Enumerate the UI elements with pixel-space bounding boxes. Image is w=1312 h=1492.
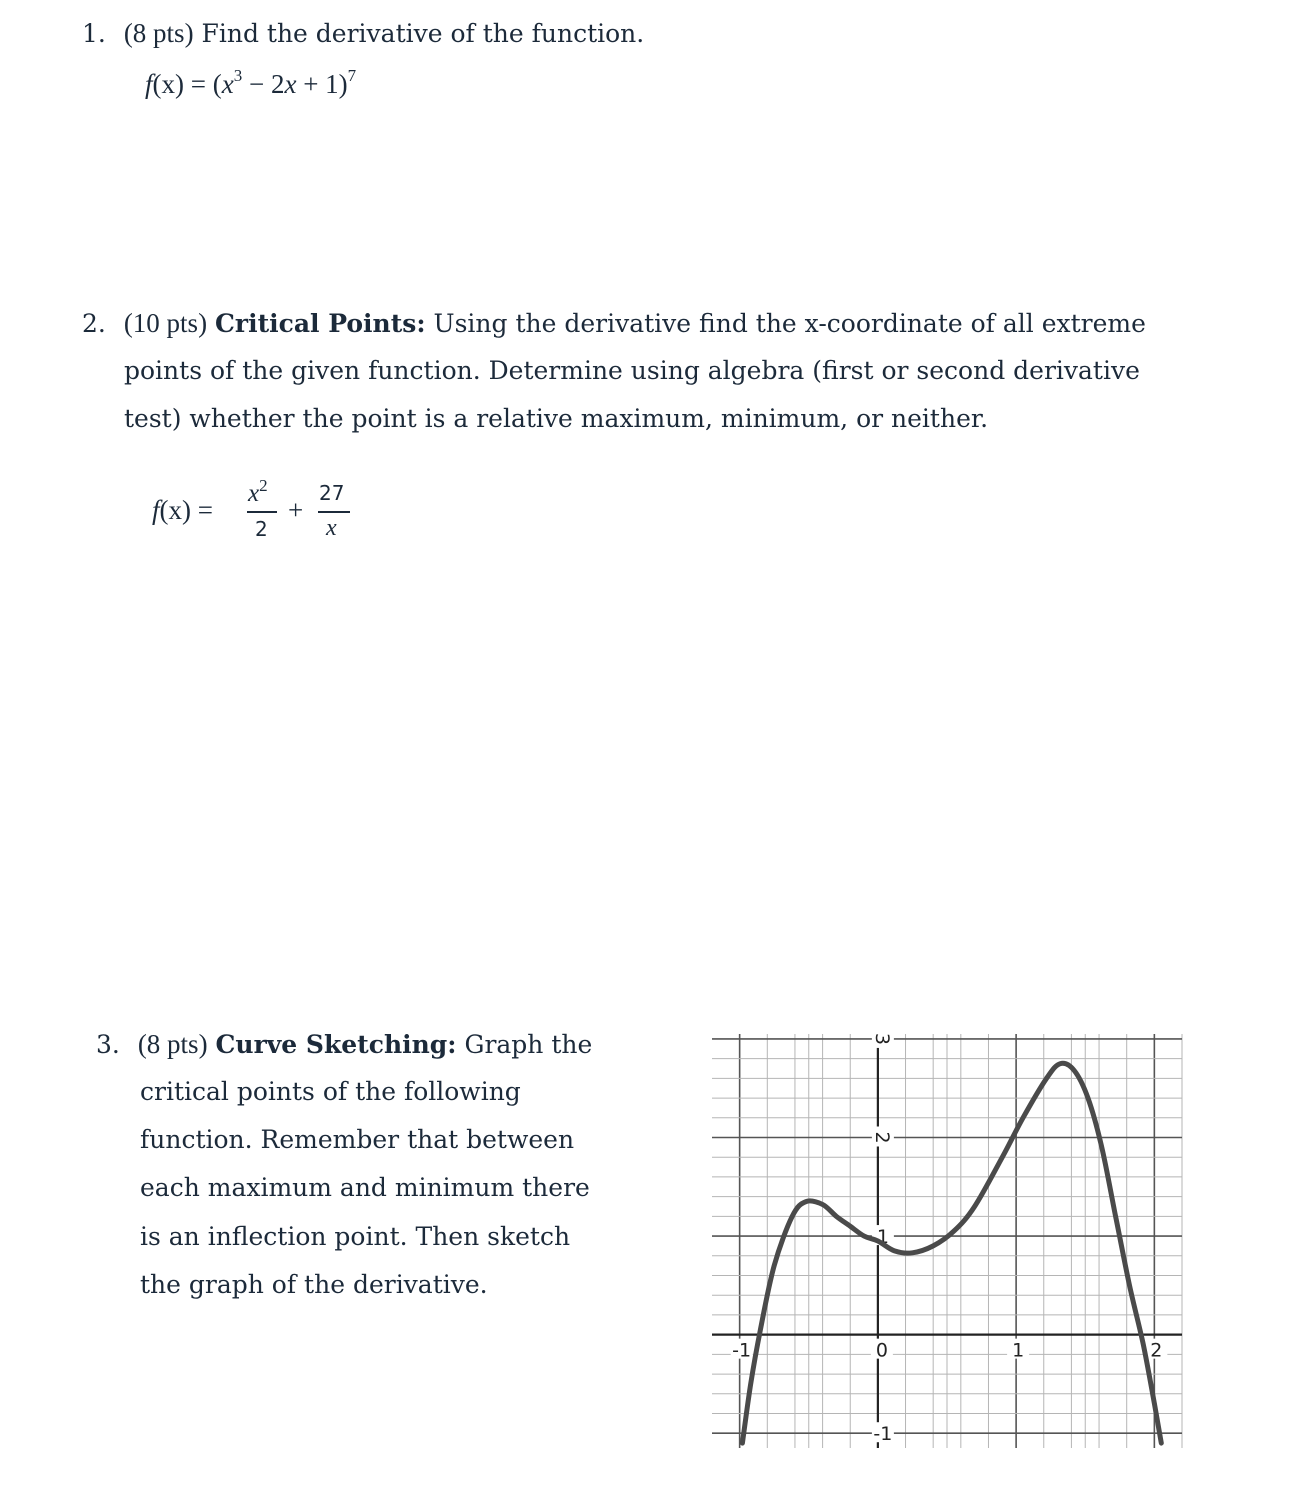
y-tick-label: 3 <box>870 1032 893 1045</box>
q1-number: 1. <box>82 19 106 48</box>
q3-line-5: is an inflection point. Then sketch <box>140 1222 571 1251</box>
q1-formula-plus: + 1) <box>303 69 348 99</box>
q3-line-3: function. Remember that between <box>140 1125 575 1154</box>
q2-formula-plus: + <box>288 495 304 525</box>
q1-formula-eq: = <box>190 69 206 99</box>
y-tick-label: 1 <box>876 1226 889 1249</box>
y-tick-label: -1 <box>873 1423 893 1446</box>
q1-formula-x: x <box>221 69 234 99</box>
q1-formula-open: ( <box>212 69 222 99</box>
q2-formula-eq: = <box>197 495 213 525</box>
q2-text-1: Using the derivative find the x-coordinate of all extreme <box>433 309 1146 338</box>
q1-formula-exp3: 3 <box>233 66 243 85</box>
q1-formula-f: f <box>145 69 153 99</box>
q1-formula-arg: (x) <box>152 69 184 99</box>
q2-number: 2. <box>82 309 106 338</box>
q2-label: Critical Points: <box>215 309 426 338</box>
q2-frac2-x: x <box>326 515 337 541</box>
q3-text-1: Graph the <box>464 1030 593 1059</box>
q1-text: Find the derivative of the function. <box>201 19 645 48</box>
q1-formula-exp7: 7 <box>347 66 357 85</box>
q1-formula-rest: − 2 <box>248 69 285 99</box>
q2-frac1-x: x <box>248 480 260 507</box>
x-tick-label: 0 <box>875 1339 888 1362</box>
q2-frac1-exp: 2 <box>259 476 268 495</box>
x-tick-label: 1 <box>1012 1339 1025 1362</box>
q2-frac2-numerator: 27 <box>319 481 345 505</box>
graph-curve <box>742 1063 1161 1446</box>
q2-formula-f: f <box>152 495 160 525</box>
q2-frac1-denominator: 2 <box>255 517 268 541</box>
x-tick-label: 2 <box>1150 1339 1163 1362</box>
q3-line-2: critical points of the following <box>140 1077 521 1106</box>
q1-points: (8 pts) <box>123 18 194 48</box>
q2-line-3: test) whether the point is a relative maximum, minimum, or neither. <box>124 404 989 433</box>
q3-line-4: each maximum and minimum there <box>140 1173 590 1202</box>
q3-points: (8 pts) <box>137 1029 208 1059</box>
q2-formula-arg: (x) <box>159 495 191 525</box>
x-tick-label: -1 <box>732 1339 752 1362</box>
q1-formula-x2: x <box>284 69 297 99</box>
q3-line-6: the graph of the derivative. <box>140 1270 488 1299</box>
q3-label: Curve Sketching: <box>215 1030 457 1059</box>
function-curve <box>742 1063 1161 1446</box>
q3-number: 3. <box>96 1030 120 1059</box>
q2-points: (10 pts) <box>123 308 208 338</box>
y-tick-label: 2 <box>870 1131 893 1144</box>
q2-line-2: points of the given function. Determine using algebra (first or second derivative <box>124 356 1140 385</box>
